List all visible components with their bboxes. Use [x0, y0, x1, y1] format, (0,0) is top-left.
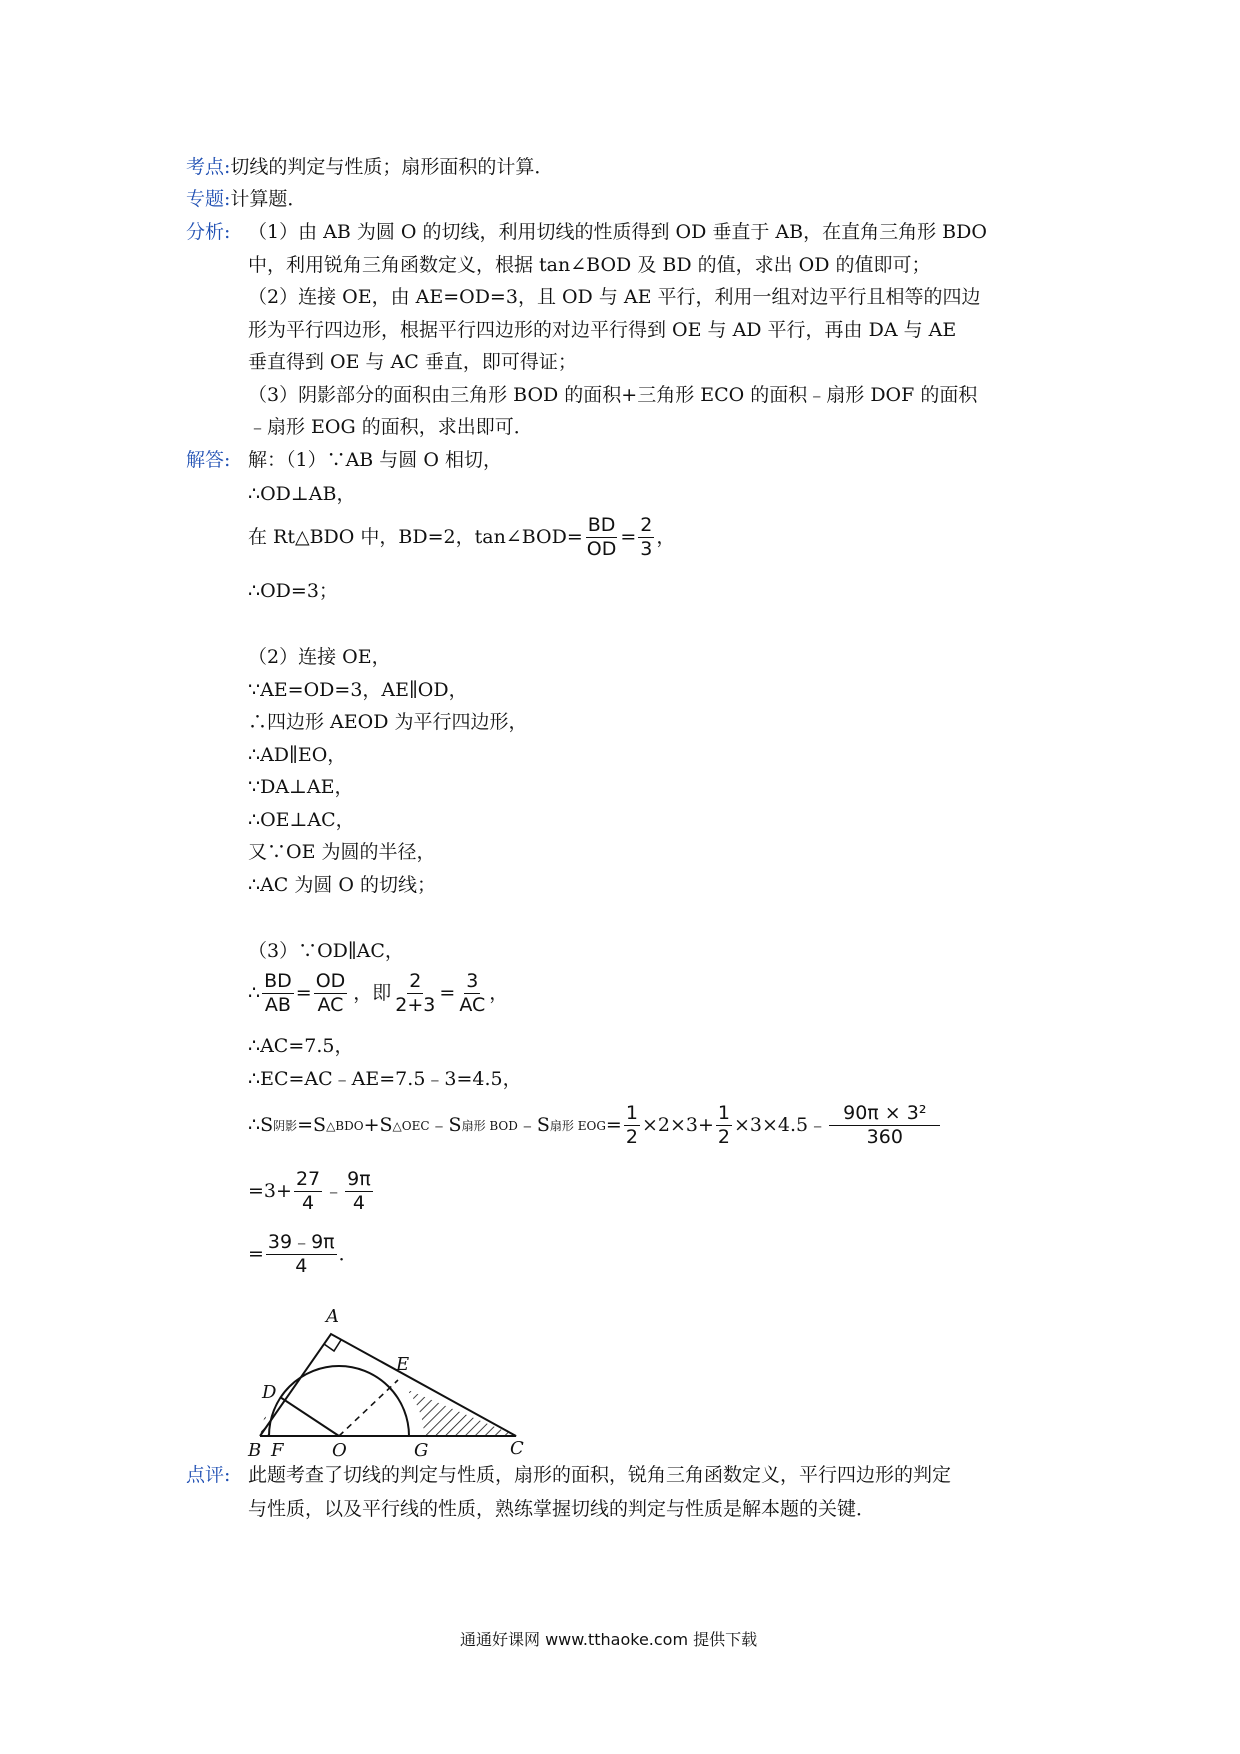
fraction-half-1: $\frac{1}{2}$: [625, 1102, 638, 1148]
colon: :: [224, 156, 231, 178]
segment-oe: [339, 1380, 398, 1436]
fraction-sector: 90π × 3² 360: [829, 1104, 940, 1147]
geometry-figure: [246, 1298, 536, 1458]
segment-od: [280, 1397, 339, 1436]
jieda-label: 解答:: [186, 449, 231, 471]
point-label-c: C: [510, 1438, 524, 1458]
fenxi-line-7: ﹣扇形 EOG 的面积，求出即可．: [248, 416, 533, 438]
footer-text: 通通好课网 www.tthaoke.com 提供下载: [460, 1630, 758, 1649]
eq-text: 在 Rt△BDO 中，BD=2，tan∠BOD=: [248, 526, 583, 548]
dianping-line-1: 此题考查了切线的判定与性质，扇形的面积，锐角三角函数定义，平行四边形的判定: [248, 1464, 952, 1486]
fenxi-line-6: （3）阴影部分的面积由三角形 BOD 的面积+三角形 ECO 的面积﹣扇形 DOF 的面积: [248, 384, 978, 406]
area-formula-line: ∴S 阴影 =S △BDO +S △OEC ﹣S 扇形 BOD ﹣S 扇形 EOG = $\frac{1}{2}$ ×2×3+ $\frac{1}{2}$ ×3×4.5﹣ 90π × 3² 360: [248, 1104, 942, 1147]
part2-line-1: （2）连接 OE，: [248, 646, 391, 668]
kaodian-label: 考点: [186, 156, 225, 178]
fraction-2-3: $\frac{2}{3}$: [640, 514, 653, 560]
part3-line-1: （3）∵OD∥AC，: [248, 940, 404, 962]
point-label-e: E: [396, 1354, 410, 1375]
jieda-line-4: ∴OD=3；: [248, 580, 338, 602]
colon: :: [224, 188, 231, 210]
point-label-o: O: [332, 1440, 347, 1458]
dianping-label: 点评:: [186, 1464, 231, 1486]
part3-line-3: ∴AC=7.5，: [248, 1035, 354, 1057]
semicircle: [269, 1366, 409, 1436]
part2-line-6: ∴OE⊥AC，: [248, 809, 355, 831]
fraction-final: $\frac{39﹣9\pi}{4}$: [267, 1231, 335, 1277]
shaded-region-left: [260, 1410, 269, 1436]
jieda-line-3: 在 Rt△BDO 中，BD=2，tan∠BOD= $\frac{BD}{OD}$ = $\frac{2}{3}$ ，: [248, 514, 676, 560]
jieda-line-2: ∴OD⊥AB，: [248, 483, 356, 505]
fraction-od-ac: $\frac{OD}{AC}$: [315, 970, 346, 1016]
fraction-3-ac: $\frac{3}{AC}$: [459, 970, 486, 1016]
shaded-region-right: [406, 1389, 516, 1436]
zhuanti-label: 专题: [186, 188, 225, 210]
point-label-b: B: [248, 1440, 262, 1458]
fraction-bd-ab: $\frac{BD}{AB}$: [264, 970, 292, 1016]
part3-line-2: ∴ $\frac{BD}{AB}$ = $\frac{OD}{AC}$ ，即 $\frac{2}{2+3}$ = $\frac{3}{AC}$ ，: [248, 970, 509, 1016]
part2-line-4: ∴AD∥EO，: [248, 744, 347, 766]
zhuanti-line: [186, 190, 306, 209]
fraction-2-5: $\frac{2}{2+3}$: [395, 970, 436, 1016]
point-label-g: G: [414, 1440, 429, 1458]
zhuanti-text: 计算题．: [230, 188, 307, 210]
result-line-1: =3+ $\frac{27}{4}$ ﹣ 9π 4: [248, 1168, 371, 1214]
point-label-d: D: [262, 1382, 277, 1403]
part2-line-8: ∴AC 为圆 O 的切线；: [248, 874, 437, 896]
part2-line-2: ∵AE=OD=3，AE∥OD，: [248, 679, 468, 701]
fraction-27-4: $\frac{27}{4}$: [295, 1168, 321, 1214]
fenxi-line-2: 中，利用锐角三角函数定义，根据 tan∠BOD 及 BD 的值，求出 OD 的值即可；: [248, 254, 931, 276]
fraction-bd-od: $\frac{BD}{OD}$: [586, 514, 617, 560]
jieda-line-1: 解：（1）∵AB 与圆 O 相切，: [248, 449, 502, 471]
fenxi-line-3: （2）连接 OE，由 AE=OD=3，且 OD 与 AE 平行，利用一组对边平行且相等的四边: [248, 286, 981, 308]
dianping-line-2: 与性质，以及平行线的性质，熟练掌握切线的判定与性质是解本题的关键．: [248, 1498, 876, 1520]
fraction-half-2: $\frac{1}{2}$: [717, 1102, 730, 1148]
part2-line-5: ∵DA⊥AE，: [248, 776, 354, 798]
fenxi-label: 分析:: [186, 221, 231, 243]
part2-line-7: 又∵OE 为圆的半径，: [248, 841, 436, 863]
fraction-9pi-4: 9π 4: [347, 1168, 371, 1214]
result-line-2: = $\frac{39﹣9\pi}{4}$ ．: [248, 1231, 358, 1277]
point-label-f: F: [271, 1440, 284, 1458]
kaodian-text: 切线的判定与性质；扇形面积的计算．: [230, 156, 554, 178]
kaodian-line: [186, 158, 553, 177]
fenxi-line-4: 形为平行四边形，根据平行四边形的对边平行得到 OE 与 AD 平行，再由 DA 与 AE: [248, 319, 957, 341]
point-label-a: A: [326, 1306, 339, 1327]
part3-line-4: ∴EC=AC﹣AE=7.5﹣3=4.5，: [248, 1068, 522, 1090]
part2-line-3: ∴四边形 AEOD 为平行四边形，: [248, 711, 528, 733]
fenxi-line-1: （1）由 AB 为圆 O 的切线，利用切线的性质得到 OD 垂直于 AB，在直角三角形 BDO: [248, 221, 987, 243]
fenxi-line-5: 垂直得到 OE 与 AC 垂直，即可得证；: [248, 351, 577, 373]
